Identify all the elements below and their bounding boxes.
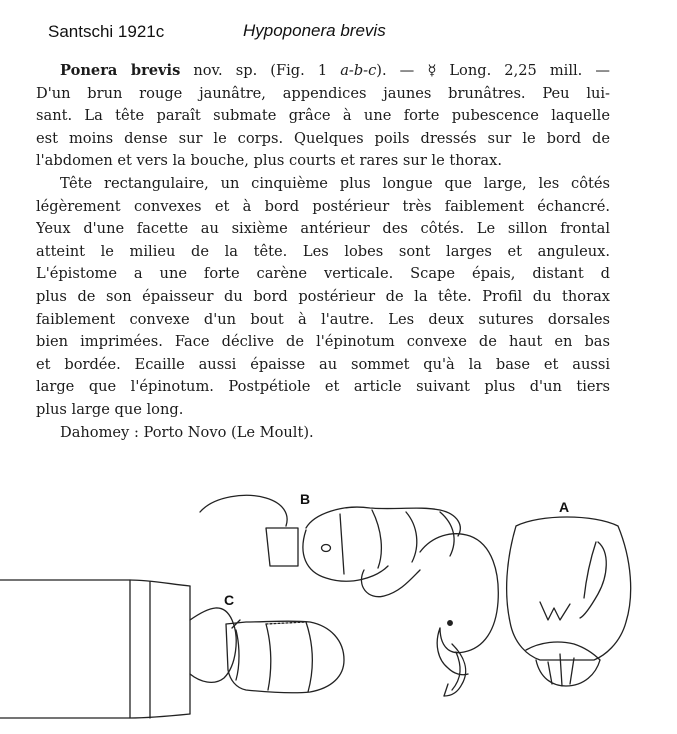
species-header: Hypoponera brevis xyxy=(243,21,386,40)
paragraph-1-line: l'abdomen et vers la bouche, plus courts et rares sur le thorax. xyxy=(36,152,502,170)
description-text xyxy=(36,60,610,444)
specimen-figure xyxy=(0,470,677,734)
paragraph-2-line: faiblement convexe d'un bout à l'autre. Les deux sutures dorsales xyxy=(36,310,610,328)
locality-line: Dahomey : Porto Novo (Le Moult). xyxy=(60,423,314,441)
paragraph-1-line: sant. La tête paraît submate grâce à une forte pubescence laquelle xyxy=(36,107,610,125)
paragraph-2-line: large que l'épinotum. Postpétiole et article suivant plus d'un tiers xyxy=(36,378,610,396)
figure-b-profile xyxy=(200,495,498,696)
paragraph-2-line: bien imprimées. Face déclive de l'épinotum convexe de haut en bas xyxy=(36,333,610,351)
paragraph-1-line: D'un brun rouge jaunâtre, appendices jaunes brunâtres. Peu lui- xyxy=(36,84,610,102)
paragraph-2-line: atteint le milieu de la tête. Les lobes sont larges et anguleux. xyxy=(36,242,610,260)
paragraph-2-line: légèrement convexes et à bord postérieur très faiblement échancré. xyxy=(36,197,610,215)
paragraph-2-line: Yeux d'une facette au sixième antérieur des côtés. Le sillon frontal xyxy=(36,220,610,238)
paragraph-1-line-1: Ponera brevis nov. sp. (Fig. 1 a-b-c). — ☿ Long. 2,25 mill. — xyxy=(60,62,610,79)
paragraph-2-line: plus large que long. xyxy=(36,400,184,418)
figure-label-c: C xyxy=(224,592,235,608)
figure-label-b: B xyxy=(300,491,311,507)
citation-header: Santschi 1921c xyxy=(48,22,165,41)
figure-a-head xyxy=(507,517,631,686)
paragraph-1-line: est moins dense sur le corps. Quelques poils dressés sur le bord de xyxy=(36,129,610,147)
figure-reference: a-b-c xyxy=(340,62,377,79)
paragraph-2-line: plus de son épaisseur du bord postérieur de la tête. Profil du thorax xyxy=(36,287,610,305)
figure-c-dorsal xyxy=(0,580,344,718)
paragraph-2-line: L'épistome a une forte carène verticale. Scape épais, distant d xyxy=(36,265,610,283)
paragraph-2-line: et bordée. Ecaille aussi épaisse au sommet qu'à la base et aussi xyxy=(36,355,610,373)
species-name: Ponera brevis xyxy=(60,62,181,79)
paragraph-2-line: Tête rectangulaire, un cinquième plus longue que large, les côtés xyxy=(60,174,610,192)
figure-label-a: A xyxy=(559,499,570,515)
